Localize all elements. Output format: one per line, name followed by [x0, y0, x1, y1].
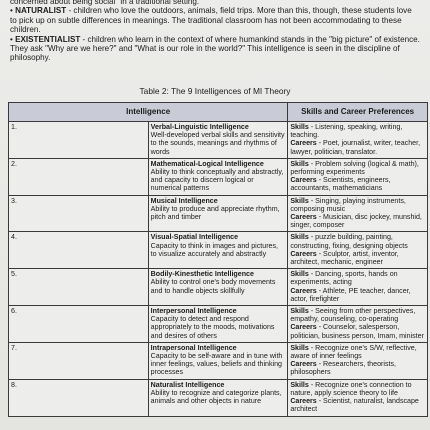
row-number: 4.: [9, 232, 149, 269]
careers-line: [290, 360, 425, 376]
skills-text: - puzzle building, painting, constructing, fixing, designing objects: [290, 233, 408, 250]
skills-line: [290, 123, 425, 139]
skills-line: [290, 381, 425, 397]
skills-cell: [288, 232, 428, 269]
table-row: [9, 122, 428, 159]
intelligence-name: Interpersonal Intelligence: [150, 307, 237, 316]
skills-label: Skills: [290, 343, 309, 352]
intelligence-description: Ability to control one's body movements and to handle objects skillfully: [150, 278, 276, 295]
skills-cell: [288, 342, 428, 379]
careers-label: Careers: [290, 286, 317, 295]
table-body: [9, 122, 428, 417]
skills-line: [290, 160, 425, 176]
table-row: [9, 195, 428, 232]
intelligence-cell: [148, 122, 288, 159]
careers-label: Careers: [290, 139, 317, 148]
table-caption: Table 2: The 9 Intelligences of MI Theory: [139, 86, 291, 96]
skills-cell: [288, 158, 428, 195]
skills-label: Skills: [290, 233, 309, 242]
skills-text: - Recognize one's connection to nature, apply science theory to life: [290, 380, 412, 397]
row-number: 6.: [9, 306, 149, 343]
existentialist-label: EXISTENTIALIST: [15, 34, 81, 44]
naturalist-paragraph: • NATURALIST - children who love the outdoors, animals, field trips. More than this, though, these students love to pick up on subtle differences in meanings. The traditional classroom has not been accommodating to these children.: [10, 6, 412, 35]
existentialist-paragraph: • EXISTENTIALIST - children who learn in the context of where humankind stands in the "big picture" of existence. They ask "Why are we here?" and "What is our role in the world?" This intelligence is seen in the discipline of philosophy.: [10, 34, 420, 63]
table-row: [9, 342, 428, 379]
careers-line: [290, 287, 425, 303]
intelligence-cell: [148, 269, 288, 306]
naturalist-text: - children who love the outdoors, animals, field trips. More than this, though, these students love to pick up on subtle differences in meanings. The traditional classroom has not been accommodating to these children.: [10, 6, 412, 35]
intelligence-cell: [148, 158, 288, 195]
careers-text: - Scientist, naturalist, landscape architect: [290, 397, 419, 414]
skills-text: - Recognize one's S/W, reflective, aware of inner feelings: [290, 343, 417, 361]
intelligence-cell: [148, 195, 288, 232]
intro-line0-tail: concerned about being social" in a traditional setting.: [10, 0, 200, 6]
skills-line: [290, 344, 425, 360]
careers-label: Careers: [290, 213, 317, 222]
table-row: [9, 158, 428, 195]
skills-text: - Singing, playing instruments, composing music: [290, 196, 406, 213]
careers-line: [290, 176, 425, 192]
careers-text: - Musician, disc jockey, munshid, singer, composer: [290, 213, 422, 230]
skills-label: Skills: [290, 159, 309, 168]
intelligence-name: Visual-Spatial Intelligence: [150, 233, 239, 242]
skills-text: - Listening, speaking, writing, teaching.: [290, 123, 403, 140]
skills-line: [290, 307, 425, 323]
skills-text: - Problem solving (logical & math), performing experiments: [290, 159, 419, 177]
intelligence-description: Well-developed verbal skills and sensitivity to the sounds, meanings and rhythms of words: [150, 131, 285, 156]
careers-text: - Researchers, theorists, philosophers: [290, 360, 396, 377]
intelligence-description: Ability to recognize and categorize plants, animals and other objects in nature: [150, 388, 282, 406]
intelligence-name: Verbal-Linguistic Intelligence: [150, 123, 249, 131]
table-header-row: [9, 103, 428, 122]
header-intelligence: Intelligence: [9, 103, 288, 122]
careers-text: - Athlete, PE teacher, dancer, actor, firefighter: [290, 286, 411, 303]
skills-label: Skills: [290, 270, 309, 279]
intelligence-cell: [148, 342, 288, 379]
row-number: 1.: [9, 122, 149, 159]
intelligence-cell: [148, 379, 288, 416]
intelligence-cell: [148, 232, 288, 269]
intelligence-name: Mathematical-Logical Intelligence: [150, 159, 264, 168]
intelligence-name: Musical Intelligence: [150, 196, 218, 205]
skills-text: - Seeing from other perspectives, empathy, counseling, co-operating: [290, 307, 416, 324]
row-number: 2.: [9, 158, 149, 195]
skills-label: Skills: [290, 123, 309, 131]
intelligence-name: Naturalist Intelligence: [150, 380, 225, 389]
skills-text: - Dancing, sports, hands on experiments, acting: [290, 270, 398, 287]
intelligence-description: Ability to think conceptually and abstractly, and capacity to discern logical or numerical patterns: [150, 168, 284, 193]
careers-line: [290, 250, 425, 266]
intelligence-description: Capacity to detect and respond appropriately to the moods, motivations and desires of others: [150, 315, 275, 340]
careers-label: Careers: [290, 249, 317, 258]
careers-line: [290, 139, 425, 155]
skills-line: [290, 197, 425, 213]
table-row: [9, 269, 428, 306]
row-number: 7.: [9, 342, 149, 379]
intelligence-description: Capacity to be self-aware and in tune with inner feelings, values, beliefs and thinking processes: [150, 352, 283, 377]
careers-line: [290, 323, 425, 339]
existentialist-text: - children who learn in the context of where humankind stands in the "big picture" of existence. They ask "Why are we here?" and "What is our role in the world?" This intelligence is seen in the discipline of philosophy.: [10, 34, 420, 63]
table-row: [9, 232, 428, 269]
row-number: 3.: [9, 195, 149, 232]
careers-text: - Sculptor, artist, inventor, architect, mechanic, engineer: [290, 249, 399, 267]
skills-label: Skills: [290, 196, 309, 205]
table-row: [9, 379, 428, 416]
skills-line: [290, 270, 425, 286]
careers-line: [290, 397, 425, 413]
skills-label: Skills: [290, 380, 309, 389]
skills-label: Skills: [290, 307, 309, 316]
row-number: 8.: [9, 379, 149, 416]
careers-label: Careers: [290, 176, 317, 185]
careers-label: Careers: [290, 360, 317, 369]
careers-line: [290, 213, 425, 229]
table-row: [9, 306, 428, 343]
skills-cell: [288, 195, 428, 232]
careers-text: - Poet, journalist, writer, teacher, lawyer, politician, translator.: [290, 139, 421, 156]
intro-text: [10, 0, 420, 63]
intelligence-cell: [148, 306, 288, 343]
intelligence-name: Bodily-Kinesthetic Intelligence: [150, 270, 254, 279]
row-number: 5.: [9, 269, 149, 306]
intelligence-description: Capacity to think in images and pictures, to visualize accurately and abstractly: [150, 241, 279, 258]
naturalist-label: NATURALIST: [15, 6, 67, 16]
skills-cell: [288, 379, 428, 416]
careers-label: Careers: [290, 397, 317, 406]
header-skills: Skills and Career Preferences: [288, 103, 428, 122]
skills-cell: [288, 122, 428, 159]
skills-cell: [288, 269, 428, 306]
intelligence-description: Ability to produce and appreciate rhythm, pitch and timber: [150, 204, 280, 222]
careers-label: Careers: [290, 323, 317, 332]
intelligence-name: Intrapersonal Intelligence: [150, 343, 237, 352]
intelligences-table: [8, 102, 428, 417]
skills-cell: [288, 306, 428, 343]
careers-text: - Counselor, salesperson, politician, business person, Imam, minister: [290, 323, 424, 340]
skills-line: [290, 233, 425, 249]
careers-text: - Scientists, engineers, accountants, mathematicians: [290, 176, 391, 193]
